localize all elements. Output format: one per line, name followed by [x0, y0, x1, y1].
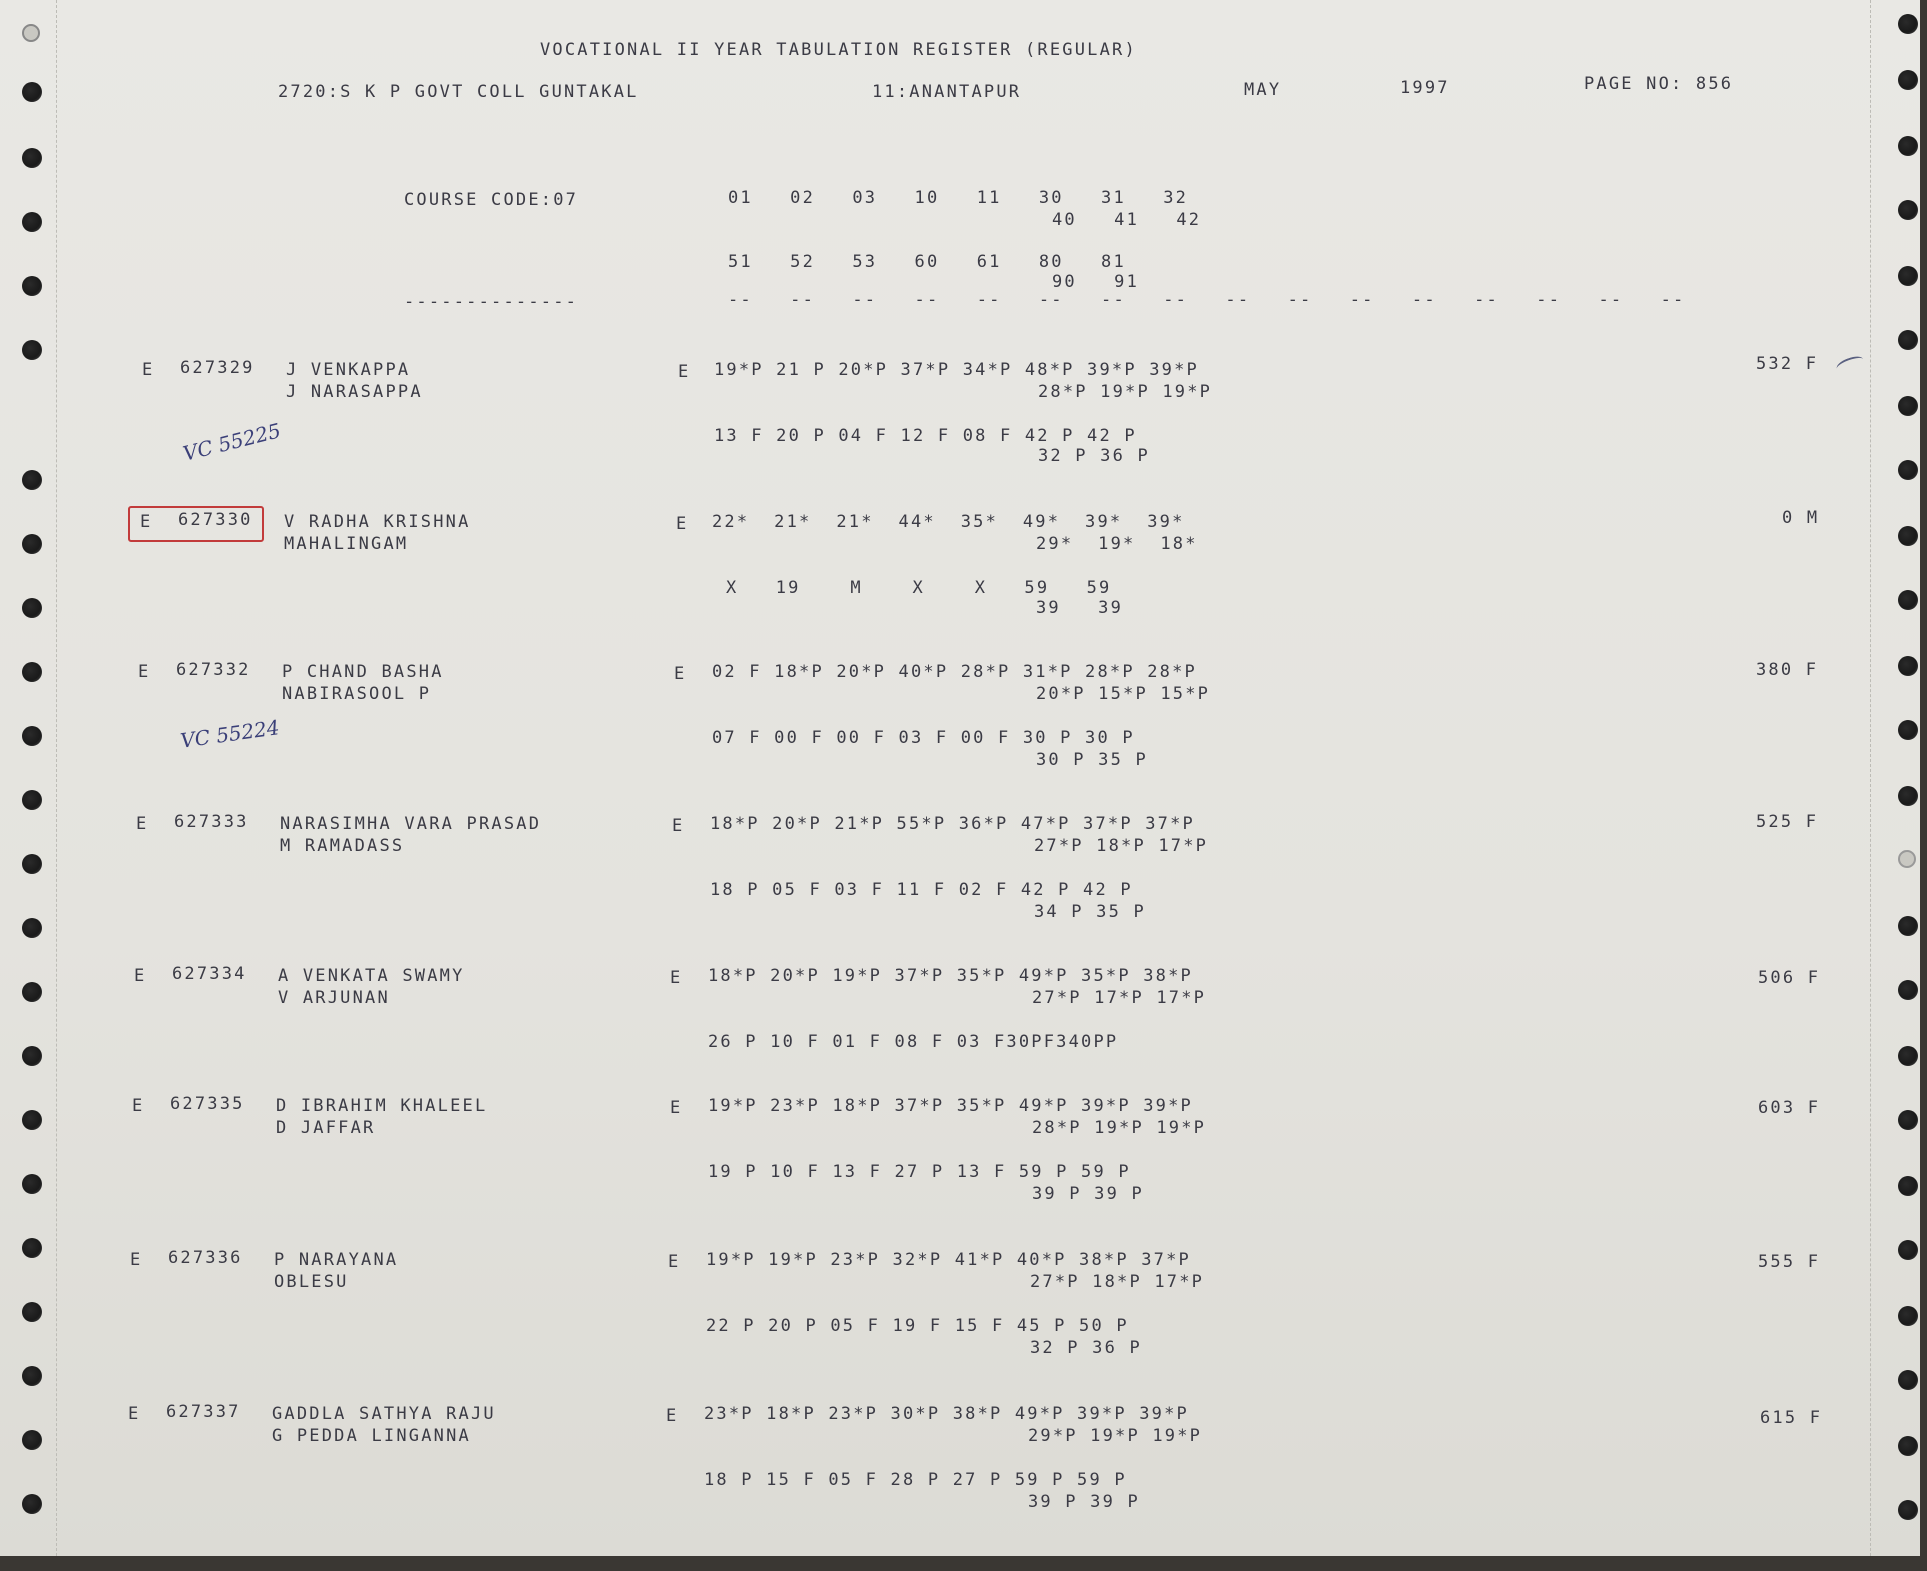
sprocket-hole: [1898, 1176, 1918, 1196]
subject-codes-row2b: 90 91: [1052, 272, 1140, 292]
sprocket-hole: [1898, 14, 1918, 34]
roll-number: 627330: [178, 510, 253, 530]
sprocket-hole: [1898, 1240, 1918, 1260]
sprocket-hole: [22, 82, 42, 102]
student-name: P CHAND BASHA: [282, 662, 444, 682]
marks-row2: X 19 M X X 59 59: [726, 578, 1112, 598]
student-name: A VENKATA SWAMY: [278, 966, 465, 986]
sprocket-hole: [22, 340, 42, 360]
father-name: NABIRASOOL P: [282, 684, 432, 704]
medium: E: [670, 1098, 683, 1118]
sprocket-hole: [22, 1110, 42, 1130]
sprocket-hole: [22, 276, 42, 296]
medium: E: [672, 816, 685, 836]
sprocket-hole: [1898, 850, 1916, 868]
sprocket-hole: [1898, 70, 1918, 90]
sprocket-hole: [22, 982, 42, 1002]
roll-number: 627334: [172, 964, 247, 984]
record-flag: E: [134, 966, 147, 986]
sprocket-hole: [22, 1302, 42, 1322]
right-perforation: [1870, 0, 1873, 1556]
sprocket-hole: [22, 212, 42, 232]
sprocket-hole: [1898, 1110, 1918, 1130]
medium: E: [676, 514, 689, 534]
medium: E: [670, 968, 683, 988]
medium: E: [674, 664, 687, 684]
total-result: 532 F: [1756, 354, 1819, 374]
sprocket-hole: [1898, 720, 1918, 740]
handwritten-note: VC 55224: [178, 715, 281, 753]
father-name: MAHALINGAM: [284, 534, 409, 554]
sprocket-hole: [1898, 330, 1918, 350]
sprocket-hole: [1898, 1046, 1918, 1066]
marks-row1: 02 F 18*P 20*P 40*P 28*P 31*P 28*P 28*P: [712, 662, 1197, 682]
marks-row1: 22* 21* 21* 44* 35* 49* 39* 39*: [712, 512, 1185, 532]
marks-row2: 26 P 10 F 01 F 08 F 03 F30PF340PP: [708, 1032, 1119, 1052]
student-name: V RADHA KRISHNA: [284, 512, 471, 532]
sprocket-hole: [1898, 1500, 1918, 1520]
sprocket-hole: [22, 918, 42, 938]
sprocket-hole: [22, 1366, 42, 1386]
roll-number: 627337: [166, 1402, 241, 1422]
marks-row1b: 27*P 17*P 17*P: [1032, 988, 1207, 1008]
sprocket-hole: [1898, 1306, 1918, 1326]
sprocket-hole: [22, 148, 42, 168]
student-name: GADDLA SATHYA RAJU: [272, 1404, 496, 1424]
exam-year: 1997: [1400, 78, 1450, 98]
sprocket-hole: [22, 598, 42, 618]
sprocket-hole: [22, 1494, 42, 1514]
sprocket-hole: [22, 24, 40, 42]
marks-row1: 19*P 19*P 23*P 32*P 41*P 40*P 38*P 37*P: [706, 1250, 1191, 1270]
father-name: V ARJUNAN: [278, 988, 390, 1008]
sprocket-hole: [1898, 266, 1918, 286]
father-name: D JAFFAR: [276, 1118, 376, 1138]
student-name: D IBRAHIM KHALEEL: [276, 1096, 488, 1116]
roll-number: 627333: [174, 812, 249, 832]
sprocket-hole: [22, 1046, 42, 1066]
sprocket-hole: [22, 1174, 42, 1194]
sprocket-hole: [1898, 396, 1918, 416]
marks-row2b: 30 P 35 P: [1036, 750, 1148, 770]
medium: E: [668, 1252, 681, 1272]
marks-row1: 23*P 18*P 23*P 30*P 38*P 49*P 39*P 39*P: [704, 1404, 1189, 1424]
marks-row1: 19*P 23*P 18*P 37*P 35*P 49*P 39*P 39*P: [708, 1096, 1193, 1116]
marks-row1: 18*P 20*P 19*P 37*P 35*P 49*P 35*P 38*P: [708, 966, 1193, 986]
medium: E: [666, 1406, 679, 1426]
course-code-label: COURSE CODE:07: [404, 190, 579, 210]
total-result: 380 F: [1756, 660, 1819, 680]
record-flag: E: [136, 814, 149, 834]
roll-number: 627335: [170, 1094, 245, 1114]
record-flag: E: [130, 1250, 143, 1270]
sprocket-hole: [22, 470, 42, 490]
marks-row1: 19*P 21 P 20*P 37*P 34*P 48*P 39*P 39*P: [714, 360, 1199, 380]
sprocket-hole: [1898, 200, 1918, 220]
marks-row2: 19 P 10 F 13 F 27 P 13 F 59 P 59 P: [708, 1162, 1131, 1182]
roll-number: 627332: [176, 660, 251, 680]
subject-codes-row2: 51 52 53 60 61 80 81: [728, 252, 1126, 272]
student-name: NARASIMHA VARA PRASAD: [280, 814, 542, 834]
subject-codes-row1b: 40 41 42: [1052, 210, 1202, 230]
record-flag: E: [142, 360, 155, 380]
marks-row1: 18*P 20*P 21*P 55*P 36*P 47*P 37*P 37*P: [710, 814, 1195, 834]
father-name: G PEDDA LINGANNA: [272, 1426, 471, 1446]
sprocket-hole: [1898, 526, 1918, 546]
total-result: 525 F: [1756, 812, 1819, 832]
marks-row1b: 29* 19* 18*: [1036, 534, 1198, 554]
marks-row2b: 34 P 35 P: [1034, 902, 1146, 922]
marks-row2: 13 F 20 P 04 F 12 F 08 F 42 P 42 P: [714, 426, 1137, 446]
sprocket-hole: [22, 1430, 42, 1450]
sprocket-hole: [22, 662, 42, 682]
marks-row1b: 29*P 19*P 19*P: [1028, 1426, 1203, 1446]
marks-row2: 22 P 20 P 05 F 19 F 15 F 45 P 50 P: [706, 1316, 1129, 1336]
total-result: 555 F: [1758, 1252, 1821, 1272]
header-underline-right: -- -- -- -- -- -- -- -- -- -- -- -- -- -- -- --: [728, 290, 1686, 310]
handwritten-note: VC 55225: [180, 418, 284, 466]
sprocket-hole: [1898, 786, 1918, 806]
total-result: 603 F: [1758, 1098, 1821, 1118]
marks-row2: 18 P 05 F 03 F 11 F 02 F 42 P 42 P: [710, 880, 1133, 900]
father-name: J NARASAPPA: [286, 382, 423, 402]
marks-row1b: 27*P 18*P 17*P: [1034, 836, 1209, 856]
marks-row1b: 28*P 19*P 19*P: [1038, 382, 1213, 402]
roll-number: 627329: [180, 358, 255, 378]
marks-row2: 07 F 00 F 00 F 03 F 00 F 30 P 30 P: [712, 728, 1135, 748]
exam-month: MAY: [1244, 80, 1282, 100]
sprocket-hole: [22, 1238, 42, 1258]
record-flag: E: [132, 1096, 145, 1116]
sprocket-hole: [1898, 980, 1918, 1000]
sprocket-hole: [22, 726, 42, 746]
marks-row2b: 39 P 39 P: [1028, 1492, 1140, 1512]
total-result: 506 F: [1758, 968, 1821, 988]
sprocket-hole: [22, 854, 42, 874]
total-result: 0 M: [1782, 508, 1820, 528]
marks-row1b: 20*P 15*P 15*P: [1036, 684, 1211, 704]
total-result: 615 F: [1760, 1408, 1823, 1428]
father-name: OBLESU: [274, 1272, 349, 1292]
student-name: J VENKAPPA: [286, 360, 411, 380]
marks-row2b: 39 39: [1036, 598, 1124, 618]
roll-number: 627336: [168, 1248, 243, 1268]
sprocket-hole: [1898, 1436, 1918, 1456]
father-name: M RAMADASS: [280, 836, 405, 856]
marks-row2b: 32 P 36 P: [1038, 446, 1150, 466]
marks-row1b: 28*P 19*P 19*P: [1032, 1118, 1207, 1138]
medium: E: [678, 362, 691, 382]
college-code: 2720:S K P GOVT COLL GUNTAKAL: [278, 82, 639, 102]
student-name: P NARAYANA: [274, 1250, 399, 1270]
marks-row2b: 32 P 36 P: [1030, 1338, 1142, 1358]
sprocket-hole: [1898, 460, 1918, 480]
header-underline-left: --------------: [404, 292, 579, 312]
subject-codes-row1: 01 02 03 10 11 30 31 32: [728, 188, 1189, 208]
sprocket-hole: [1898, 1370, 1918, 1390]
check-mark-icon: [1835, 354, 1865, 375]
sprocket-hole: [1898, 590, 1918, 610]
register-title: VOCATIONAL II YEAR TABULATION REGISTER (REGULAR): [540, 40, 1137, 60]
page-number: PAGE NO: 856: [1584, 74, 1734, 94]
marks-row2: 18 P 15 F 05 F 28 P 27 P 59 P 59 P: [704, 1470, 1127, 1490]
sprocket-hole: [1898, 656, 1918, 676]
sprocket-hole: [1898, 136, 1918, 156]
record-flag: E: [138, 662, 151, 682]
marks-row2b: 39 P 39 P: [1032, 1184, 1144, 1204]
sprocket-hole: [1898, 916, 1918, 936]
record-flag: E: [140, 512, 153, 532]
district: 11:ANANTAPUR: [872, 82, 1022, 102]
sprocket-hole: [22, 534, 42, 554]
marks-row1b: 27*P 18*P 17*P: [1030, 1272, 1205, 1292]
record-flag: E: [128, 1404, 141, 1424]
left-perforation: [56, 0, 59, 1556]
sprocket-hole: [22, 790, 42, 810]
